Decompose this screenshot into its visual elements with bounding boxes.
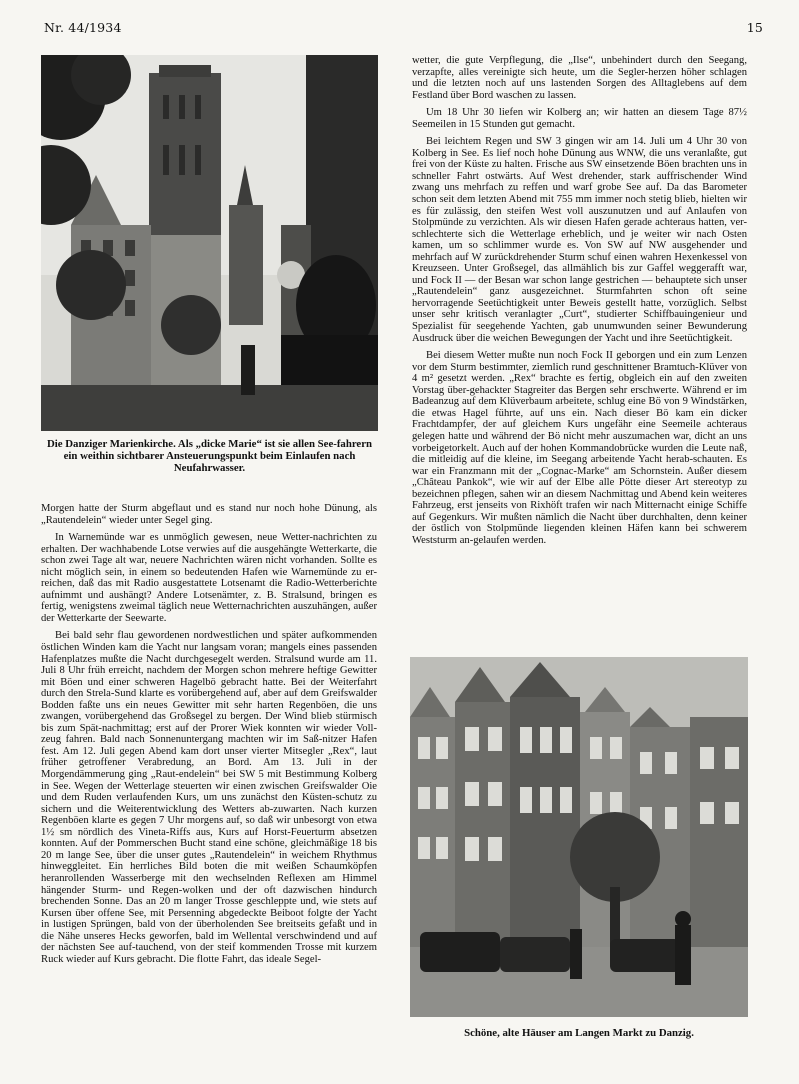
paragraph: Bei diesem Wetter mußte nun noch Fock II geborgen und ein zum Lenzen vor dem Sturm bestimmter, ziemlich rund geschnittener Bramtuch-Klüver von 4 m² gesetzt werden. „Rex“ brachte es fertig, obgleich ein auf den zweiten Vorstag über-gehackter Stagreiter das Bergen sehr erschwerte. Während er im Badeanzug auf dem Klüverbaum arbeitete, schlug eine Bö von 9 Windstärken, die etwas Hagel führte, auf uns ein. Nach dieser Bö kam ein dicker Frachtdampfer, der auf gleichem Kurs ungefähr eine Seemeile achteraus gelegen hatte und während der Bö nicht mehr auszumachen war, dicht an uns vorbeigetorkelt. Auch auf der hohen Kommandobrücke wurden die Leute naß, die mitleidig auf die kleine, im Seegang arbeitende Yacht herab-schauten. Es war ein Franzmann mit der „Cognac-Marke“ am Schornstein. Außer diesem „Château Pankok“, wie wir auf der Elbe alle Pötte dieser Art stereotyp zu bezeichnen pflegen, sahen wir an diesem Nachmittag und Abend kein weiteres Fahrzeug, erst jenseits von Rixhöft trafen wir nach Mitternacht einige Schiffe auf Gegenkurs. Wir mußten nämlich die Nacht über durchhalten, denn keiner der östlich von Stolpmünde liegenden kleinen Häfen kann bei schwerem Weststurm an-gelaufen werden. bbox=[412, 350, 747, 546]
langer-markt-caption: Schöne, alte Häuser am Langen Markt zu Danzig. bbox=[464, 1027, 694, 1039]
marienkirche-caption: Die Danziger Marienkirche. Als „dicke Marie“ ist sie allen See-fahrern ein weithin sichtbarer Ansteuerungspunkt beim Einlaufen nach Neufahrwasser. bbox=[46, 438, 373, 474]
paragraph: Bei bald sehr flau gewordenen nordwestlichen und später aufkommenden östlichen Winden kam die Yacht nur langsam voran; mangels eines passenden Hafenplatzes mußte die Nacht durchgesegelt werden. Stralsund wurde am 11. Juli 8 Uhr früh erreicht, nachdem der Morgen schon mehrere heftige Gewitter mit Böen und einer schweren Hagelbö gebracht hatte. Bei der Weiterfahrt durch den Strela-Sund klarte es vorübergehend auf, aber auf dem Greifswalder Bodden faßte uns ein neues Gewitter mit sehr harten Regenböen, die uns zwangen, vorübergehend das Großsegel zu bergen. Der Wind blieb stürmisch bis zum Spät-nachmittag; erst auf der Prorer Wiek konnten wir wieder Voll-zeug fahren. Bald nach Sonnenuntergang machten wir im Saß-nitzer Hafen fest. Am 12. Juli gegen Abend kam dort unser vierter Mitsegler „Rex“, laut früher getroffener Verabredung, an Bord. Am 13. Juli in der Morgendämmerung ging „Raut-endelein“ bei SW 5 mit Bestimmung Kolberg in See. Wegen der Wetterlage steuerten wir einen zwischen Greifswalder Oie und dem Ruden verlaufenden Kurs, um uns zunächst den Küsten-schutz zu sichern und die Weiterentwicklung des Wetters ab-zuwarten. Nach kurzen Regenböen klarte es gegen 7 Uhr morgens auf, so daß wir unbesorgt von etwa 1½ sm nördlich des Vineta-Riffs aus, Kurs auf Horst-Feuerturm absetzen konnten. Auf der Pommerschen Bucht stand eine schöne, gleichmäßige 18 bis 20 m lange See, über die unser gutes „Rautendelein“ in weichem Rhythmus hinweggleitet. Ein herrliches Bild boten die mit weißen Schaumköpfen heranrollenden Wasserberge mit den wechselnden Reflexen am Himmel hängender Sturm- und Regen-wolken und der oft dazwischen hindurch brechenden Sonne. Das an 20 m langer Trosse geschleppte und, wie stets auf Kursen über offene See, mit Persenning abgedeckte Beiboot folgte der Yacht in lustigen Sprüngen, bald von der überholenden See breitseits gefaßt und in die Nähe unseres Hecks geworfen, bald im Wellental verschwindend und auf der nächsten See auf-tauchend, von der steif kommenden Trosse mit kurzem Ruck wieder auf Kurs gebracht. Die flotte Fahrt, das ideale Segel- bbox=[41, 630, 377, 965]
paragraph: wetter, die gute Verpflegung, die „Ilse“, unbehindert durch den Seegang, verzapfte, alles vereinigte sich heute, um die Segler-herzen höher schlagen und die letzten noch auf uns lastenden Sorgen des Alltaglebens auf dem Festland über Bord waschen zu lassen. bbox=[412, 55, 747, 101]
langer-markt-photo bbox=[410, 657, 748, 1017]
issue-number: Nr. 44/1934 bbox=[44, 20, 122, 35]
paragraph: Morgen hatte der Sturm abgeflaut und es stand nur noch hohe Dünung, als „Rautendelein“ wieder unter Segel ging. bbox=[41, 503, 377, 526]
paragraph: Bei leichtem Regen und SW 3 gingen wir am 14. Juli um 4 Uhr 30 von Kolberg in See. Es lief noch hohe Dünung aus WNW, die uns veranlaßte, gut frei von der Küste zu halten. Frische aus SW einsetzende Böen brachten uns in schneller Fahrt ostwärts. Auf West drehender, stark auffrischender Wind zwang uns mehrfach zu reffen und warf grobe See auf. Da das Barometer schon seit dem letzten Abend mit 755 mm immer noch stetig blieb, hielten wir es für zulässig, den steifen West voll auszunutzen und auf Anlaufen von Stolpmünde zu verzichten. Als wir diesen Hafen gerade achteraus hatten, ver-schlechterte sich die Wetterlage erheblich, und je weiter wir nach Osten kamen, um so schlimmer wurde es. Von SW auf NW ausgehender und mehrfach auf W zurückdrehender Sturm schuf einen wahren Hexenkessel von Kreuzseen. Unter Großsegel, das allmählich bis zur Gaffel weggerafft war, und Fock II — der Besan war schon lange gestrichen — behauptete sich unser „Rautendelein“ ganz ausgezeichnet. Sturmfahrten schon oft seine hervorragende Seetüchtigkeit unter Beweis gestellt hatte, vorzüglich. Selbst unser sehr kritisch veranlagter „Curt“, studierter Schiffbauingenieur und Spezialist für seegehende Yachten, gab unumwunden seiner Bewunderung Ausdruck über die weichen Bewegungen der Yacht und ihre Seetüchtigkeit. bbox=[412, 136, 747, 344]
right-column bbox=[412, 55, 747, 546]
paragraph: In Warnemünde war es unmöglich gewesen, neue Wetter-nachrichten zu erhalten. Der wachhabende Lotse verwies auf die ausgehängte Wetterkarte, die schon zwei Tage alt war, neuere Nachrichten wären nicht vorhanden. Sollte es nicht möglich sein, in einem so bedeutenden Hafen wie Warnemünde zu er-reichen, daß das mit Radio ausgestattete Lotsenamt die Radio-Wetterberichte aufnimmt und aushängt? Andere Lotsenämter, z. B. Stralsund, bringen es fertig, wenigstens zweimal täglich neue Wetternachrichten auszuhängen, außer der Wetterkarte der Seewarte. bbox=[41, 532, 377, 624]
paragraph: Um 18 Uhr 30 liefen wir Kolberg an; wir hatten an diesem Tage 87½ Seemeilen in 15 Stunden gut gemacht. bbox=[412, 107, 747, 130]
page-number: 15 bbox=[746, 20, 763, 35]
left-column bbox=[41, 503, 377, 965]
marienkirche-photo bbox=[41, 55, 378, 431]
